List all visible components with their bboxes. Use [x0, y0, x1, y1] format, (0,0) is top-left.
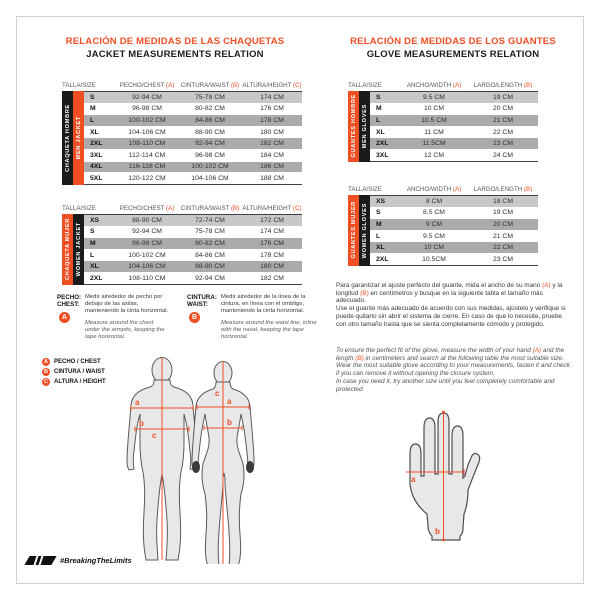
jackets-section: [34, 36, 317, 385]
chest-cell: 96-98 CM: [132, 239, 162, 247]
size-cell: XS: [90, 216, 100, 224]
width-cell: 8 CM: [425, 197, 443, 205]
table-row: [84, 173, 302, 184]
size-cell: 2XL: [90, 274, 103, 282]
size-cell: 2XL: [90, 140, 103, 148]
length-cell: 21 CM: [492, 116, 514, 124]
height-cell: 180 CM: [260, 128, 284, 136]
header-size: TALLA/SIZE: [348, 82, 382, 89]
table-row: [84, 261, 302, 273]
key-b-badge: B: [189, 312, 200, 323]
legend-key-badge: A: [42, 358, 50, 366]
size-cell: XL: [376, 244, 385, 252]
table-row: [370, 242, 538, 254]
glove-note-es: Para garantizar el ajuste perfecto del guante, mida el ancho de su mano (A) y la longitud (B) en centímetros y busque en la siguiente tabla el tamaño más adecuado. Use el guante más adecuado de acuerdo con sus medidas, ajústelo y verifique si puede quitarlo sin abrir el sistema de cierre. En caso de que lo necesite, pruebe con otro tamaño hasta que se sienta completamente cómodo y protegido.: [336, 282, 566, 328]
header-height: ALTURA/HEIGHT (C): [242, 205, 302, 212]
chest-cell: 120-122 CM: [128, 174, 166, 182]
women-gloves-table-header: [348, 186, 538, 193]
women-gloves-side-label: [348, 195, 370, 266]
jackets-title-es: RELACIÓN DE MEDIDAS DE LAS CHAQUETAS: [65, 36, 285, 47]
men-jacket-side-label: [62, 91, 84, 185]
length-cell: 18 CM: [492, 197, 514, 205]
table-row: [84, 127, 302, 139]
table-row: [370, 92, 538, 104]
chest-cell: 104-106 CM: [128, 263, 166, 271]
length-cell: 20 CM: [492, 220, 514, 228]
chest-cell: 88-90 CM: [132, 216, 162, 224]
width-cell: 12 CM: [423, 151, 445, 159]
waist-cell: 84-86 CM: [195, 251, 225, 259]
waist-cell: 88-90 CM: [195, 263, 225, 271]
brand-logo: [24, 556, 56, 565]
female-body-diagram: [184, 360, 262, 564]
chest-cell: 108-110 CM: [128, 274, 166, 282]
size-cell: 4XL: [90, 163, 103, 171]
size-cell: L: [376, 116, 381, 124]
table-row: [84, 138, 302, 150]
header-height: ALTURA/HEIGHT (C): [242, 82, 302, 89]
header-width: ANCHO/WIDTH (A): [406, 82, 462, 89]
chest-label-en: CHEST:: [57, 301, 80, 308]
size-cell: S: [90, 93, 95, 101]
male-height-label: c: [152, 431, 157, 440]
chest-cell: 108-110 CM: [128, 140, 166, 148]
width-cell: 10.5 CM: [421, 116, 447, 124]
table-row: [84, 150, 302, 162]
male-chest-label: a: [135, 398, 140, 407]
size-cell: XL: [376, 128, 385, 136]
height-cell: 174 CM: [260, 228, 284, 236]
table-row: [370, 254, 538, 265]
table-row: [84, 215, 302, 227]
height-cell: 186 CM: [260, 163, 284, 171]
waist-label-en: WAIST:: [187, 301, 208, 308]
table-row: [84, 162, 302, 174]
size-cell: 3XL: [90, 151, 103, 159]
height-cell: 178 CM: [260, 251, 284, 259]
female-chest-label: a: [227, 397, 232, 406]
waist-cell: 104-106 CM: [191, 174, 229, 182]
legend-row: [42, 358, 106, 366]
table-row: [370, 231, 538, 243]
length-cell: 23 CM: [492, 140, 514, 148]
length-cell: 24 CM: [492, 151, 514, 159]
height-cell: 174 CM: [260, 93, 284, 101]
length-cell: 23 CM: [492, 255, 514, 263]
size-cell: S: [376, 209, 381, 217]
header-length: LARGO/LENGTH (B): [473, 82, 533, 89]
waist-note: [187, 294, 317, 341]
chest-cell: 92-94 CM: [132, 93, 162, 101]
length-cell: 22 CM: [492, 128, 514, 136]
header-size: TALLA/SIZE: [62, 82, 96, 89]
size-cell: 5XL: [90, 174, 103, 182]
side-strip-en: MEN JACKET: [73, 91, 84, 185]
table-row: [370, 150, 538, 161]
gloves-title-en: GLOVE MEASUREMENTS RELATION: [366, 49, 540, 60]
side-strip-es: GUANTES HOMBRE: [348, 91, 359, 162]
length-cell: 19 CM: [492, 209, 514, 217]
waist-note-es: Medir alrededor de la línea de la cintura, en línea con el ombligo, manteniendo la cinta horizontal.: [221, 294, 306, 314]
length-cell: 19 CM: [492, 93, 514, 101]
header-chest: PECHO/CHEST (A): [119, 205, 175, 212]
width-cell: 9.5 CM: [423, 93, 445, 101]
waist-note-en: Measure around the waist line, inline with the naval, keeping the tape horizontal.: [221, 320, 317, 340]
header-size: TALLA/SIZE: [62, 205, 96, 212]
table-row: [370, 219, 538, 231]
chest-cell: 116-118 CM: [128, 163, 166, 171]
height-cell: 188 CM: [260, 174, 284, 182]
size-cell: S: [90, 228, 95, 236]
chest-note: [57, 294, 169, 341]
table-row: [370, 208, 538, 220]
chest-cell: 92-94 CM: [132, 228, 162, 236]
waist-cell: 72-74 CM: [195, 216, 225, 224]
chest-note-es: Medir alrededor de pecho por debajo de las axilas, manteniendo la cinta horizontal.: [85, 294, 169, 314]
header-chest: PECHO/CHEST (A): [119, 82, 175, 89]
size-cell: L: [376, 232, 381, 240]
size-cell: 3XL: [376, 151, 389, 159]
legend-key-badge: B: [42, 368, 50, 376]
table-row: [370, 196, 538, 208]
chest-note-en: Measure around the chest under the armpits, keeping the tape horizontal.: [85, 320, 165, 340]
chest-cell: 104-106 CM: [128, 128, 166, 136]
jackets-title-en: JACKET MEASUREMENTS RELATION: [86, 49, 264, 60]
side-strip-es: CHAQUETA MUJER: [62, 214, 73, 285]
gloves-section: [336, 36, 570, 393]
length-cell: 21 CM: [492, 232, 514, 240]
waist-cell: 84-86 CM: [195, 116, 225, 124]
height-cell: 178 CM: [260, 116, 284, 124]
side-strip-es: CHAQUETA HOMBRE: [62, 91, 73, 185]
width-cell: 11.5CM: [422, 140, 446, 148]
waist-cell: 100-102 CM: [191, 163, 229, 171]
waist-cell: 96-98 CM: [195, 151, 225, 159]
length-cell: 22 CM: [492, 244, 514, 252]
men-gloves-table: [348, 82, 538, 162]
table-row: [84, 227, 302, 239]
size-cell: M: [376, 105, 382, 113]
table-row: [84, 250, 302, 262]
table-row: [370, 104, 538, 116]
size-cell: L: [90, 251, 95, 259]
waist-cell: 80-82 CM: [195, 239, 225, 247]
table-row: [370, 138, 538, 150]
footer: [27, 556, 132, 565]
size-cell: M: [376, 220, 382, 228]
table-row: [370, 115, 538, 127]
women-jacket-side-label: [62, 214, 84, 285]
waist-cell: 75-78 CM: [195, 93, 225, 101]
female-waist-label: b: [227, 418, 232, 427]
hand-length-label: b: [435, 527, 440, 536]
side-strip-en: MEN GLOVES: [359, 91, 370, 162]
key-a-badge: A: [59, 312, 70, 323]
measurement-notes: [57, 294, 317, 341]
side-strip-en: WOMEN JACKET: [73, 214, 84, 285]
waist-label-es: CINTURA:: [187, 294, 217, 301]
measurement-legend: [42, 358, 106, 388]
waist-cell: 88-90 CM: [195, 128, 225, 136]
side-strip-en: WOMEN GLOVES: [359, 195, 370, 266]
size-cell: L: [90, 116, 95, 124]
width-cell: 10 CM: [423, 105, 445, 113]
male-waist-label: b: [139, 419, 144, 428]
height-cell: 176 CM: [260, 105, 284, 113]
size-cell: 2XL: [376, 255, 389, 263]
legend-row: [42, 378, 106, 386]
size-cell: 2XL: [376, 140, 389, 148]
table-row: [84, 104, 302, 116]
men-gloves-rows: [370, 91, 538, 162]
side-strip-es: GUANTES MUJER: [348, 195, 359, 266]
width-cell: 11 CM: [424, 128, 444, 136]
width-cell: 9.5 CM: [423, 232, 445, 240]
height-cell: 172 CM: [260, 216, 284, 224]
legend-label: CINTURA / WAIST: [54, 369, 105, 375]
men-gloves-table-header: [348, 82, 538, 89]
legend-key-badge: C: [42, 378, 50, 386]
waist-cell: 92-94 CM: [195, 274, 225, 282]
size-cell: XL: [90, 128, 99, 136]
hand-diagram: [402, 410, 492, 545]
size-cell: XL: [90, 263, 99, 271]
women-jacket-rows: [84, 214, 302, 285]
women-jacket-table: [62, 205, 302, 285]
footer-hashtag: #BreakingTheLimits: [60, 556, 132, 565]
height-cell: 182 CM: [260, 140, 284, 148]
height-cell: 184 CM: [260, 151, 284, 159]
size-cell: M: [90, 239, 96, 247]
length-cell: 20 CM: [492, 105, 514, 113]
women-jacket-table-header: [62, 205, 302, 212]
chest-cell: 100-102 CM: [128, 251, 166, 259]
waist-cell: 92-94 CM: [195, 140, 225, 148]
legend-label: ALTURA / HEIGHT: [54, 379, 106, 385]
size-cell: S: [376, 93, 381, 101]
width-cell: 10 CM: [423, 244, 445, 252]
header-size: TALLA/SIZE: [348, 186, 382, 193]
glove-note-en: To ensure the perfect fit of the glove, measure the width of your hand (A) and the length (B) in centimeters and search at the following table the most suitable size. Wear the most suitable glove according to your measurements, fasten it and check if you can remove it without opening the closure system. In case you need it, try another size until you feel completely comfortable and protected: [336, 347, 570, 393]
header-waist: CINTURA/WAIST (B): [180, 205, 240, 212]
width-cell: 8.5 CM: [423, 209, 445, 217]
female-height-label: c: [215, 389, 220, 398]
legend-row: [42, 368, 106, 376]
width-cell: 9 CM: [425, 220, 443, 228]
header-width: ANCHO/WIDTH (A): [406, 186, 462, 193]
chest-cell: 100-102 CM: [128, 116, 166, 124]
table-row: [84, 273, 302, 284]
table-row: [84, 238, 302, 250]
table-row: [84, 92, 302, 104]
chest-cell: 112-114 CM: [128, 151, 166, 159]
size-cell: M: [90, 105, 96, 113]
hand-width-label: a: [411, 475, 416, 484]
height-cell: 180 CM: [260, 263, 284, 271]
waist-cell: 75-78 CM: [195, 228, 225, 236]
chest-cell: 96-98 CM: [132, 105, 162, 113]
men-jacket-table-header: [62, 82, 302, 89]
height-cell: 176 CM: [260, 239, 284, 247]
women-gloves-rows: [370, 195, 538, 266]
table-row: [370, 127, 538, 139]
men-jacket-rows: [84, 91, 302, 185]
men-gloves-side-label: [348, 91, 370, 162]
gloves-title-es: RELACIÓN DE MEDIDAS DE LOS GUANTES: [350, 36, 556, 47]
size-cell: XS: [376, 197, 386, 205]
waist-cell: 80-82 CM: [195, 105, 225, 113]
women-gloves-table: [348, 186, 538, 266]
chest-label-es: PECHO:: [57, 294, 82, 301]
header-waist: CINTURA/WAIST (B): [180, 82, 240, 89]
height-cell: 182 CM: [260, 274, 284, 282]
header-length: LARGO/LENGTH (B): [473, 186, 533, 193]
width-cell: 10.5CM: [422, 255, 446, 263]
legend-label: PECHO / CHEST: [54, 359, 101, 365]
table-row: [84, 115, 302, 127]
men-jacket-table: [62, 82, 302, 185]
